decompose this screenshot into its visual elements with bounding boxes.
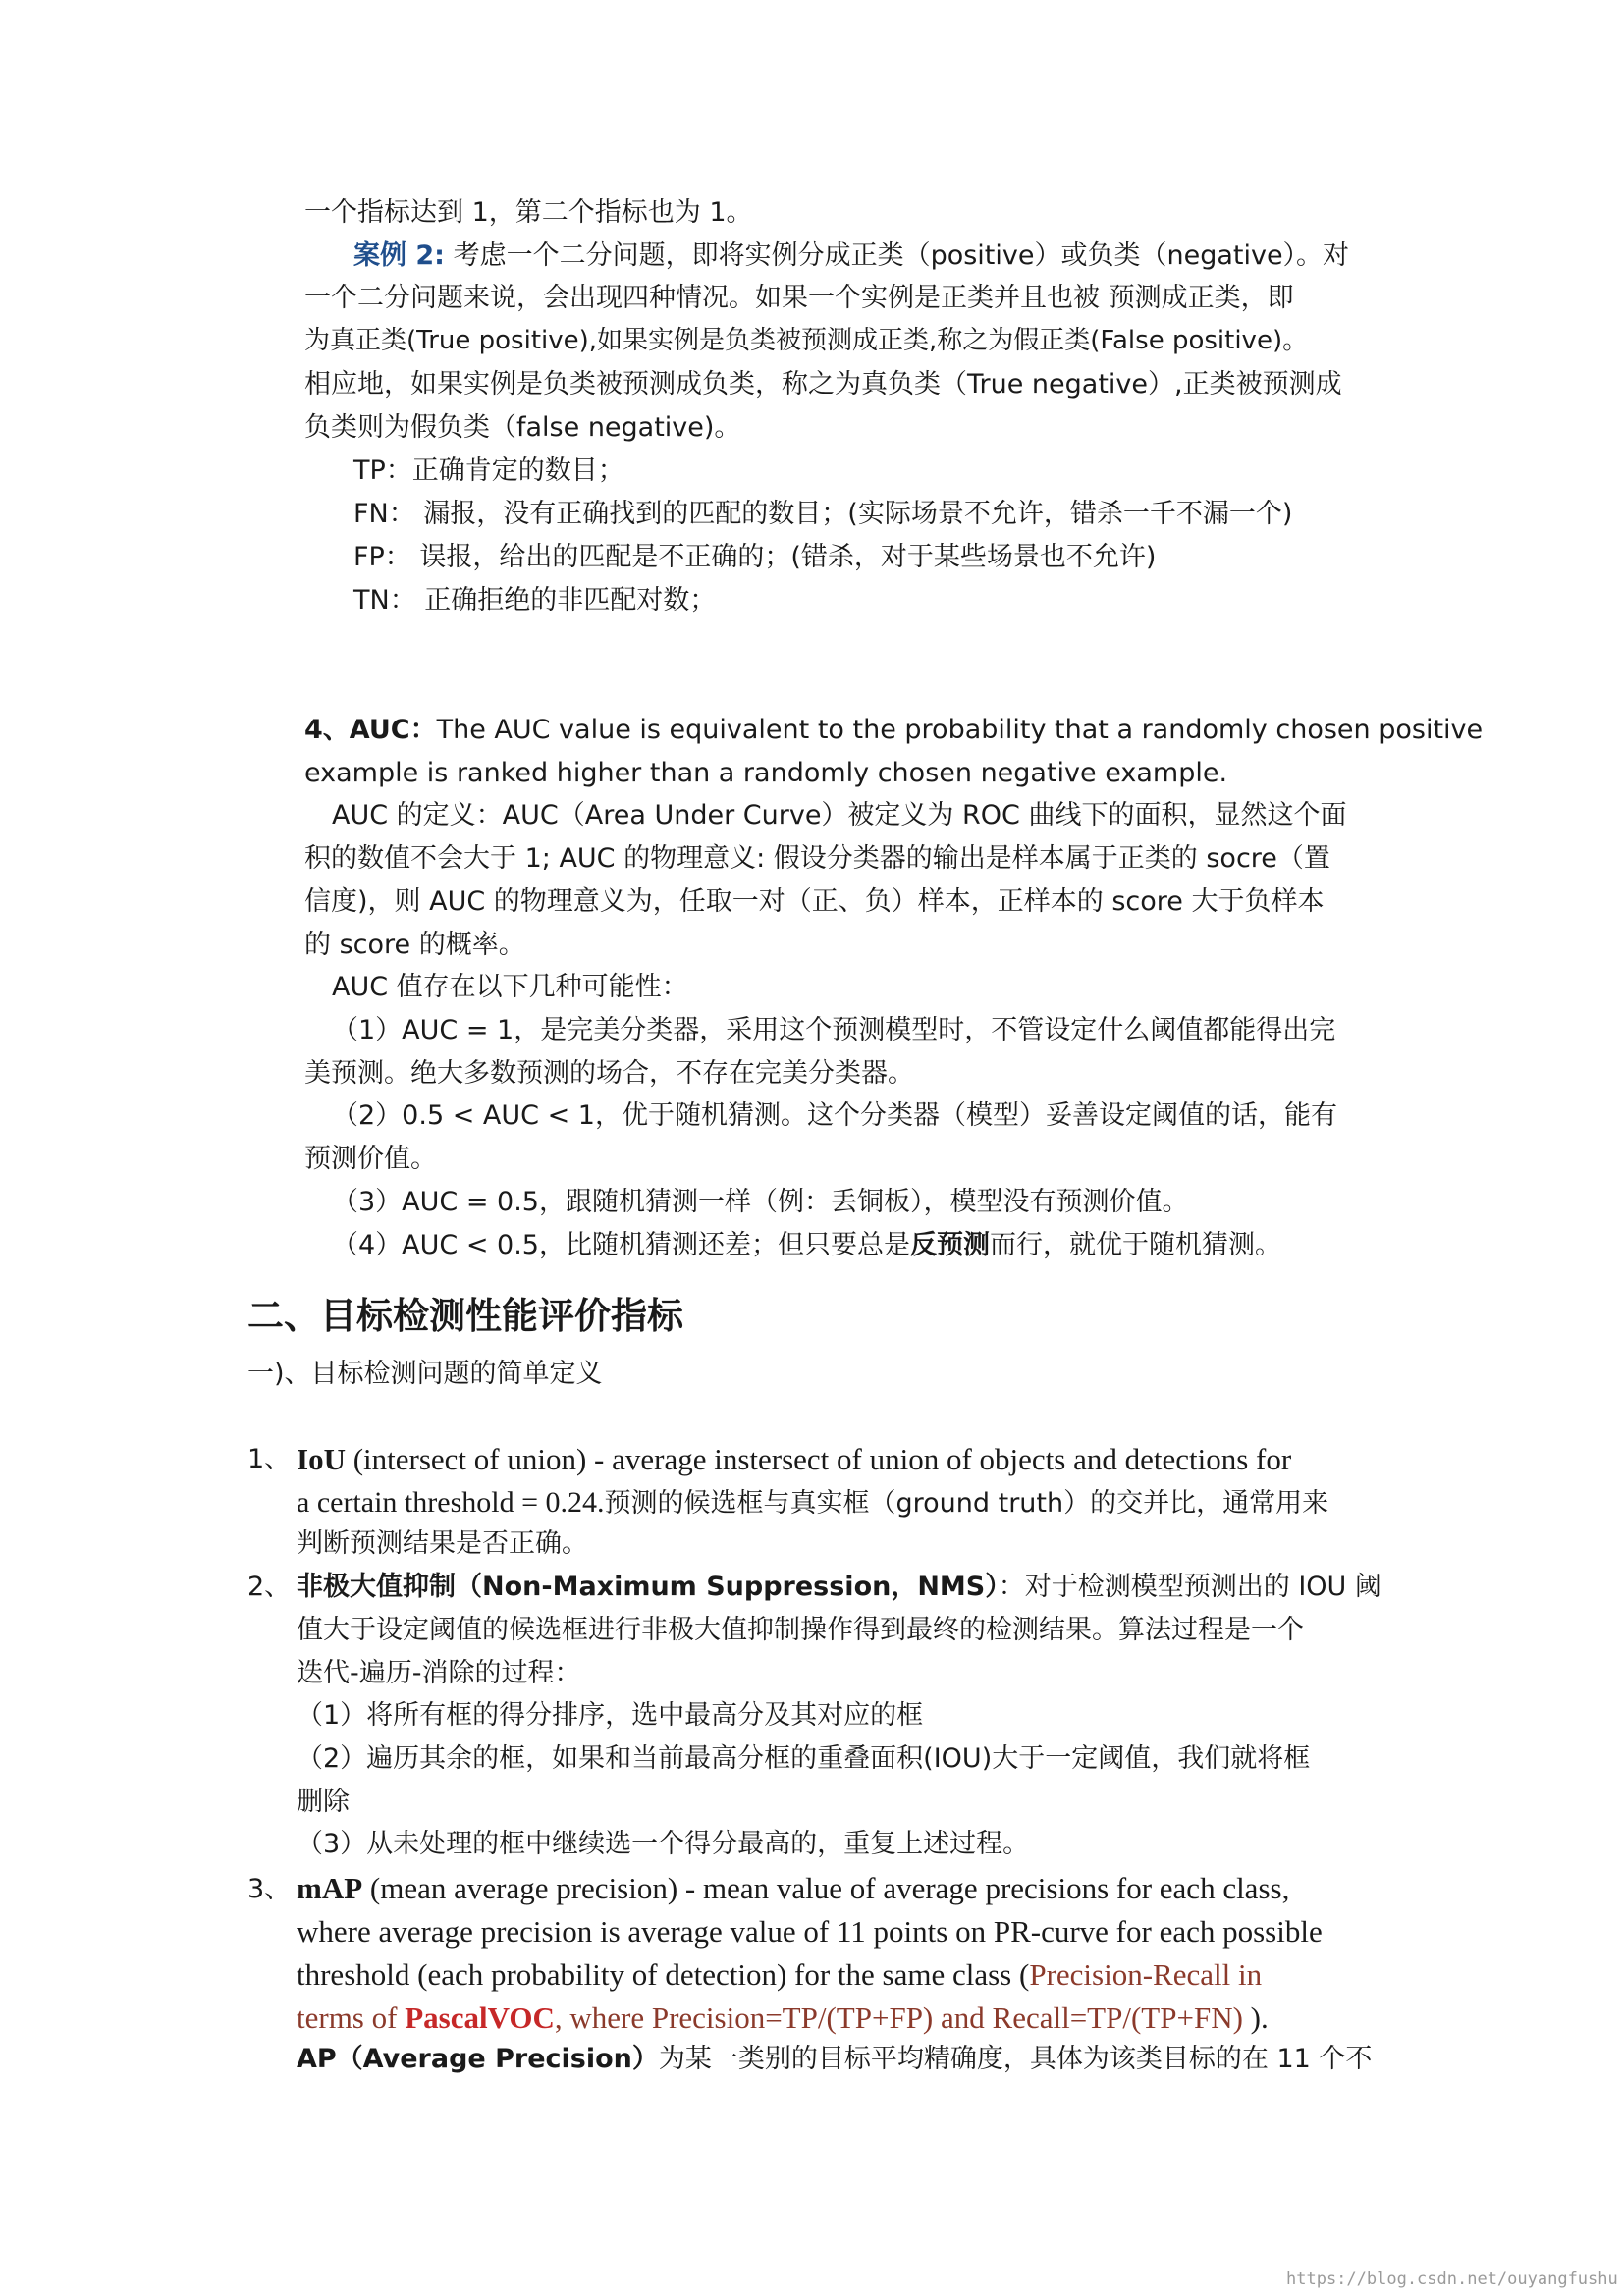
text-span: (mean average precision) - mean value of average precisions for each class, xyxy=(362,1871,1290,1905)
text-line xyxy=(297,2000,1269,2036)
text-span: terms of xyxy=(297,2001,406,2035)
text-line xyxy=(353,240,1349,272)
text-line: 一个指标达到 1，第二个指标也为 1。 xyxy=(304,197,753,228)
text-line: 迭代-遍历-消除的过程： xyxy=(297,1658,581,1688)
term-iou: IoU xyxy=(297,1442,346,1476)
text-line: 预测价值。 xyxy=(304,1144,437,1174)
text-span: Precision-Recall in xyxy=(1029,1957,1263,1992)
text-span: ：对于检测模型预测出的 IOU 阈 xyxy=(998,1572,1381,1602)
text-line xyxy=(332,1230,1281,1261)
text-line: （3）AUC = 0.5，跟随机猜测一样（例：丢铜板），模型没有预测价值。 xyxy=(332,1187,1189,1217)
text-span: , where Precision=TP/(TP+FP) and Recall=TP/(TP+FN) xyxy=(554,2001,1243,2035)
section-heading: 二、目标检测性能评价指标 xyxy=(247,1295,683,1337)
text-line xyxy=(297,2044,1372,2075)
text-span: The AUC value is equivalent to the probability that a randomly chosen positive xyxy=(436,715,1484,745)
text-line: 值大于设定阈值的候选框进行非极大值抑制操作得到最终的检测结果。算法过程是一个 xyxy=(297,1615,1304,1645)
definition-fp: FP： 误报，给出的匹配是不正确的；(错杀，对于某些场景也不允许) xyxy=(353,542,1157,572)
text-line xyxy=(297,1956,1262,1993)
text-span: (intersect of union) - average instersect of union of objects and detections for xyxy=(345,1442,1292,1476)
text-line xyxy=(297,1441,1291,1477)
watermark-url: https://blog.csdn.net/ouyangfushu xyxy=(1286,2269,1618,2289)
text-line: 负类则为假负类（false negative)。 xyxy=(304,412,741,443)
term-pascalvoc: PascalVOC xyxy=(405,2001,555,2035)
text-span: a certain threshold = 0.24. xyxy=(297,1486,605,1519)
text-line: 判断预测结果是否正确。 xyxy=(297,1528,588,1559)
text-line: 一个二分问题来说，会出现四种情况。如果一个实例是正类并且也被 预测成正类，即 xyxy=(304,283,1294,313)
text-span: （4）AUC < 0.5，比随机猜测还差；但只要总是 xyxy=(332,1230,910,1260)
text-line: （2）0.5 < AUC < 1，优于随机猜测。这个分类器（模型）妥善设定阈值的话，能有 xyxy=(332,1100,1337,1131)
text-line: （1）将所有框的得分排序，选中最高分及其对应的框 xyxy=(297,1700,924,1731)
text-line: 删除 xyxy=(297,1787,350,1817)
text-line xyxy=(297,1485,1328,1521)
term-ap: AP（Average Precision） xyxy=(297,2044,659,2074)
text-line: 相应地，如果实例是负类被预测成负类，称之为真负类（True negative）,正类被预测成 xyxy=(304,369,1342,400)
text-span: ). xyxy=(1242,2001,1269,2035)
text-line: 为真正类(True positive),如果实例是负类被预测成正类,称之为假正类(False positive)。 xyxy=(304,326,1309,355)
term-map: mAP xyxy=(297,1871,363,1905)
text-line: where average precision is average value of 11 points on PR-curve for each possible xyxy=(297,1914,1323,1949)
text-span: 为某一类别的目标平均精确度，具体为该类目标的在 11 个不 xyxy=(658,2044,1373,2074)
text-line: 美预测。绝大多数预测的场合，不存在完美分类器。 xyxy=(304,1058,914,1089)
text-line: （2）遍历其余的框，如果和当前最高分框的重叠面积(IOU)大于一定阈值，我们就将框 xyxy=(297,1743,1311,1774)
list-number: 3、 xyxy=(247,1874,292,1904)
definition-tp: TP：正确肯定的数目； xyxy=(353,455,624,486)
auc-heading: 4、AUC： xyxy=(304,715,437,745)
text-line: example is ranked higher than a randomly chosen negative example. xyxy=(304,758,1228,788)
text-line: 积的数值不会大于 1; AUC 的物理意义: 假设分类器的输出是样本属于正类的 socre（置 xyxy=(304,843,1330,874)
text-line: （1）AUC = 1，是完美分类器，采用这个预测模型时，不管设定什么阈值都能得出完 xyxy=(332,1015,1336,1045)
definition-tn: TN： 正确拒绝的非匹配对数； xyxy=(353,585,717,615)
text-line xyxy=(304,715,1483,746)
list-number: 2、 xyxy=(247,1572,292,1602)
text-line: 的 score 的概率。 xyxy=(304,930,525,960)
list-number: 1、 xyxy=(247,1444,292,1474)
term-nms: 非极大值抑制（Non-Maximum Suppression，NMS） xyxy=(297,1572,999,1602)
text-line: AUC 的定义：AUC（Area Under Curve）被定义为 ROC 曲线下的面积，显然这个面 xyxy=(332,800,1347,830)
text-line xyxy=(297,1870,1289,1906)
text-line: 信度)，则 AUC 的物理意义为，任取一对（正、负）样本，正样本的 score 大于负样本 xyxy=(304,886,1325,917)
emphasis: 反预测 xyxy=(910,1230,990,1260)
case-label: 案例 2: xyxy=(353,240,445,271)
text-span: 而行，就优于随机猜测。 xyxy=(990,1230,1281,1260)
text-line: （3）从未处理的框中继续选一个得分最高的，重复上述过程。 xyxy=(297,1829,1030,1859)
text-line xyxy=(297,1572,1381,1603)
text-span: 预测的候选框与真实框（ground truth）的交并比，通常用来 xyxy=(604,1488,1329,1519)
subsection-heading: 一)、目标检测问题的简单定义 xyxy=(247,1359,603,1389)
text-line: AUC 值存在以下几种可能性： xyxy=(332,972,688,1002)
definition-fn: FN： 漏报，没有正确找到的匹配的数目；(实际场景不允许，错杀一千不漏一个) xyxy=(353,499,1293,529)
text-span: threshold (each probability of detection) for the same class ( xyxy=(297,1957,1030,1992)
text-span: 考虑一个二分问题，即将实例分成正类（positive）或负类（negative）。对 xyxy=(444,240,1350,271)
